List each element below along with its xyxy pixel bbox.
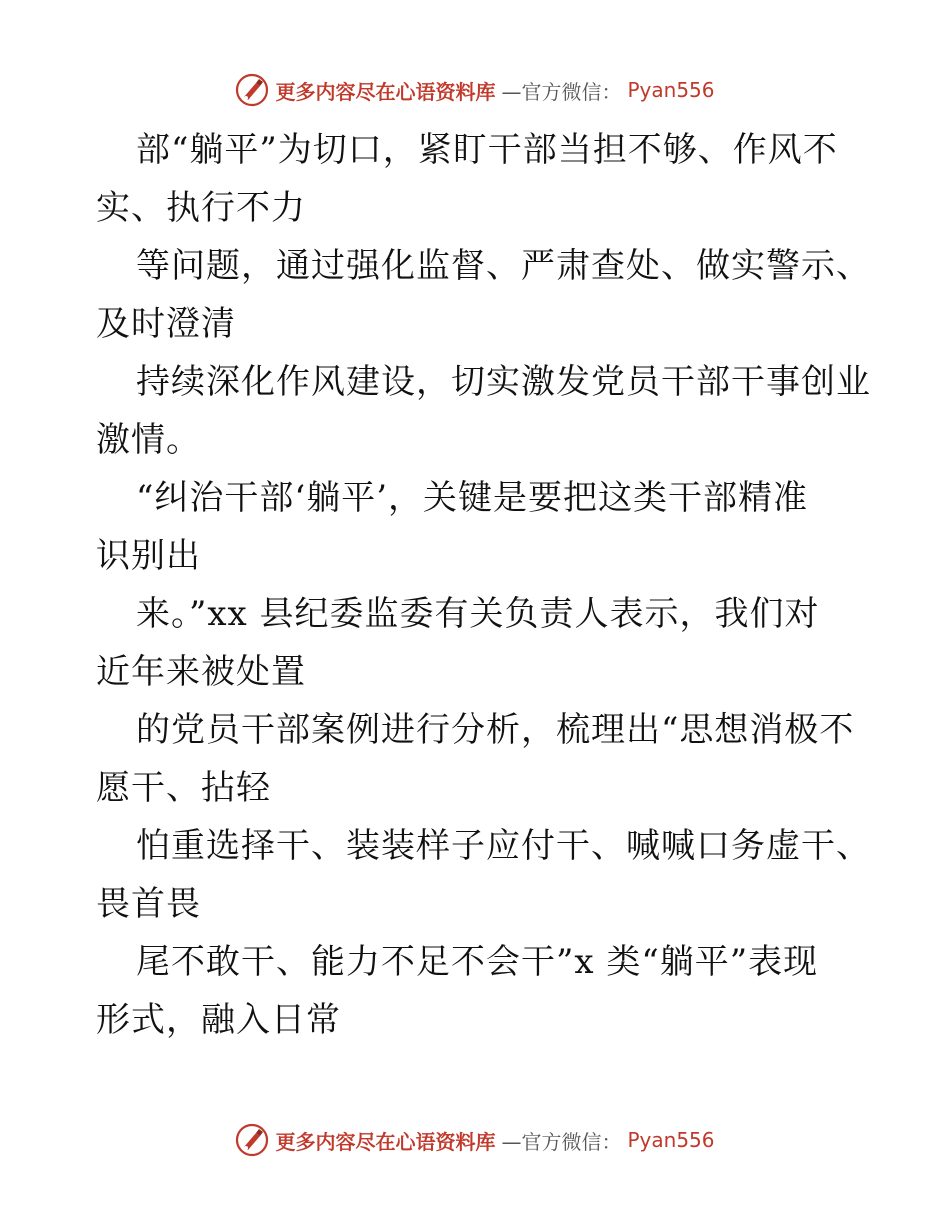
- fountain-pen-logo-icon: [235, 1123, 269, 1157]
- text-line: 持续深化作风建设，切实激发党员干部干事创业: [136, 362, 871, 402]
- paragraph: [96, 817, 871, 933]
- text-line: 的党员干部案例进行分析，梳理出“思想消极不: [136, 710, 855, 750]
- fountain-pen-logo-icon: [235, 73, 269, 107]
- text-line: 畏首畏: [96, 884, 201, 924]
- text-line: 近年来被处置: [96, 652, 306, 692]
- footer-watermark: [0, 1120, 950, 1160]
- text-line: 部“躺平”为切口，紧盯干部当担不够、作风不: [136, 130, 838, 170]
- paragraph: [96, 933, 856, 1049]
- paragraph: [96, 469, 856, 585]
- text-line: 愿干、拈轻: [96, 768, 271, 808]
- text-line: 形式，融入日常: [96, 1000, 341, 1040]
- paragraph: [96, 353, 871, 469]
- paragraph: [96, 701, 856, 817]
- paragraph: [96, 585, 856, 701]
- watermark-site-text: 更多内容尽在心语资料库: [275, 1129, 496, 1154]
- text-line: 等问题，通过强化监督、严肃查处、做实警示、: [136, 246, 871, 286]
- watermark-account: Pyan556: [627, 1128, 715, 1152]
- watermark-site-text: 更多内容尽在心语资料库: [275, 79, 496, 104]
- paragraph: [96, 121, 856, 237]
- watermark-account: Pyan556: [627, 78, 715, 102]
- text-line: 及时澄清: [96, 304, 236, 344]
- text-line: 识别出: [96, 536, 201, 576]
- document-body: [96, 121, 871, 1049]
- text-line: 来。”xx 县纪委监委有关负责人表示，我们对: [136, 594, 820, 634]
- watermark-separator: —官方微信：: [501, 79, 622, 104]
- text-line: 尾不敢干、能力不足不会干”x 类“躺平”表现: [136, 942, 819, 982]
- text-line: 激情。: [96, 420, 201, 460]
- text-line: 实、执行不力: [96, 188, 306, 228]
- header-watermark: [0, 70, 950, 110]
- text-line: 怕重选择干、装装样子应付干、喊喊口务虚干、: [136, 826, 871, 866]
- text-line: “纠治干部‘躺平’，关键是要把这类干部精准: [136, 478, 808, 518]
- paragraph: [96, 237, 871, 353]
- watermark-separator: —官方微信：: [501, 1129, 622, 1154]
